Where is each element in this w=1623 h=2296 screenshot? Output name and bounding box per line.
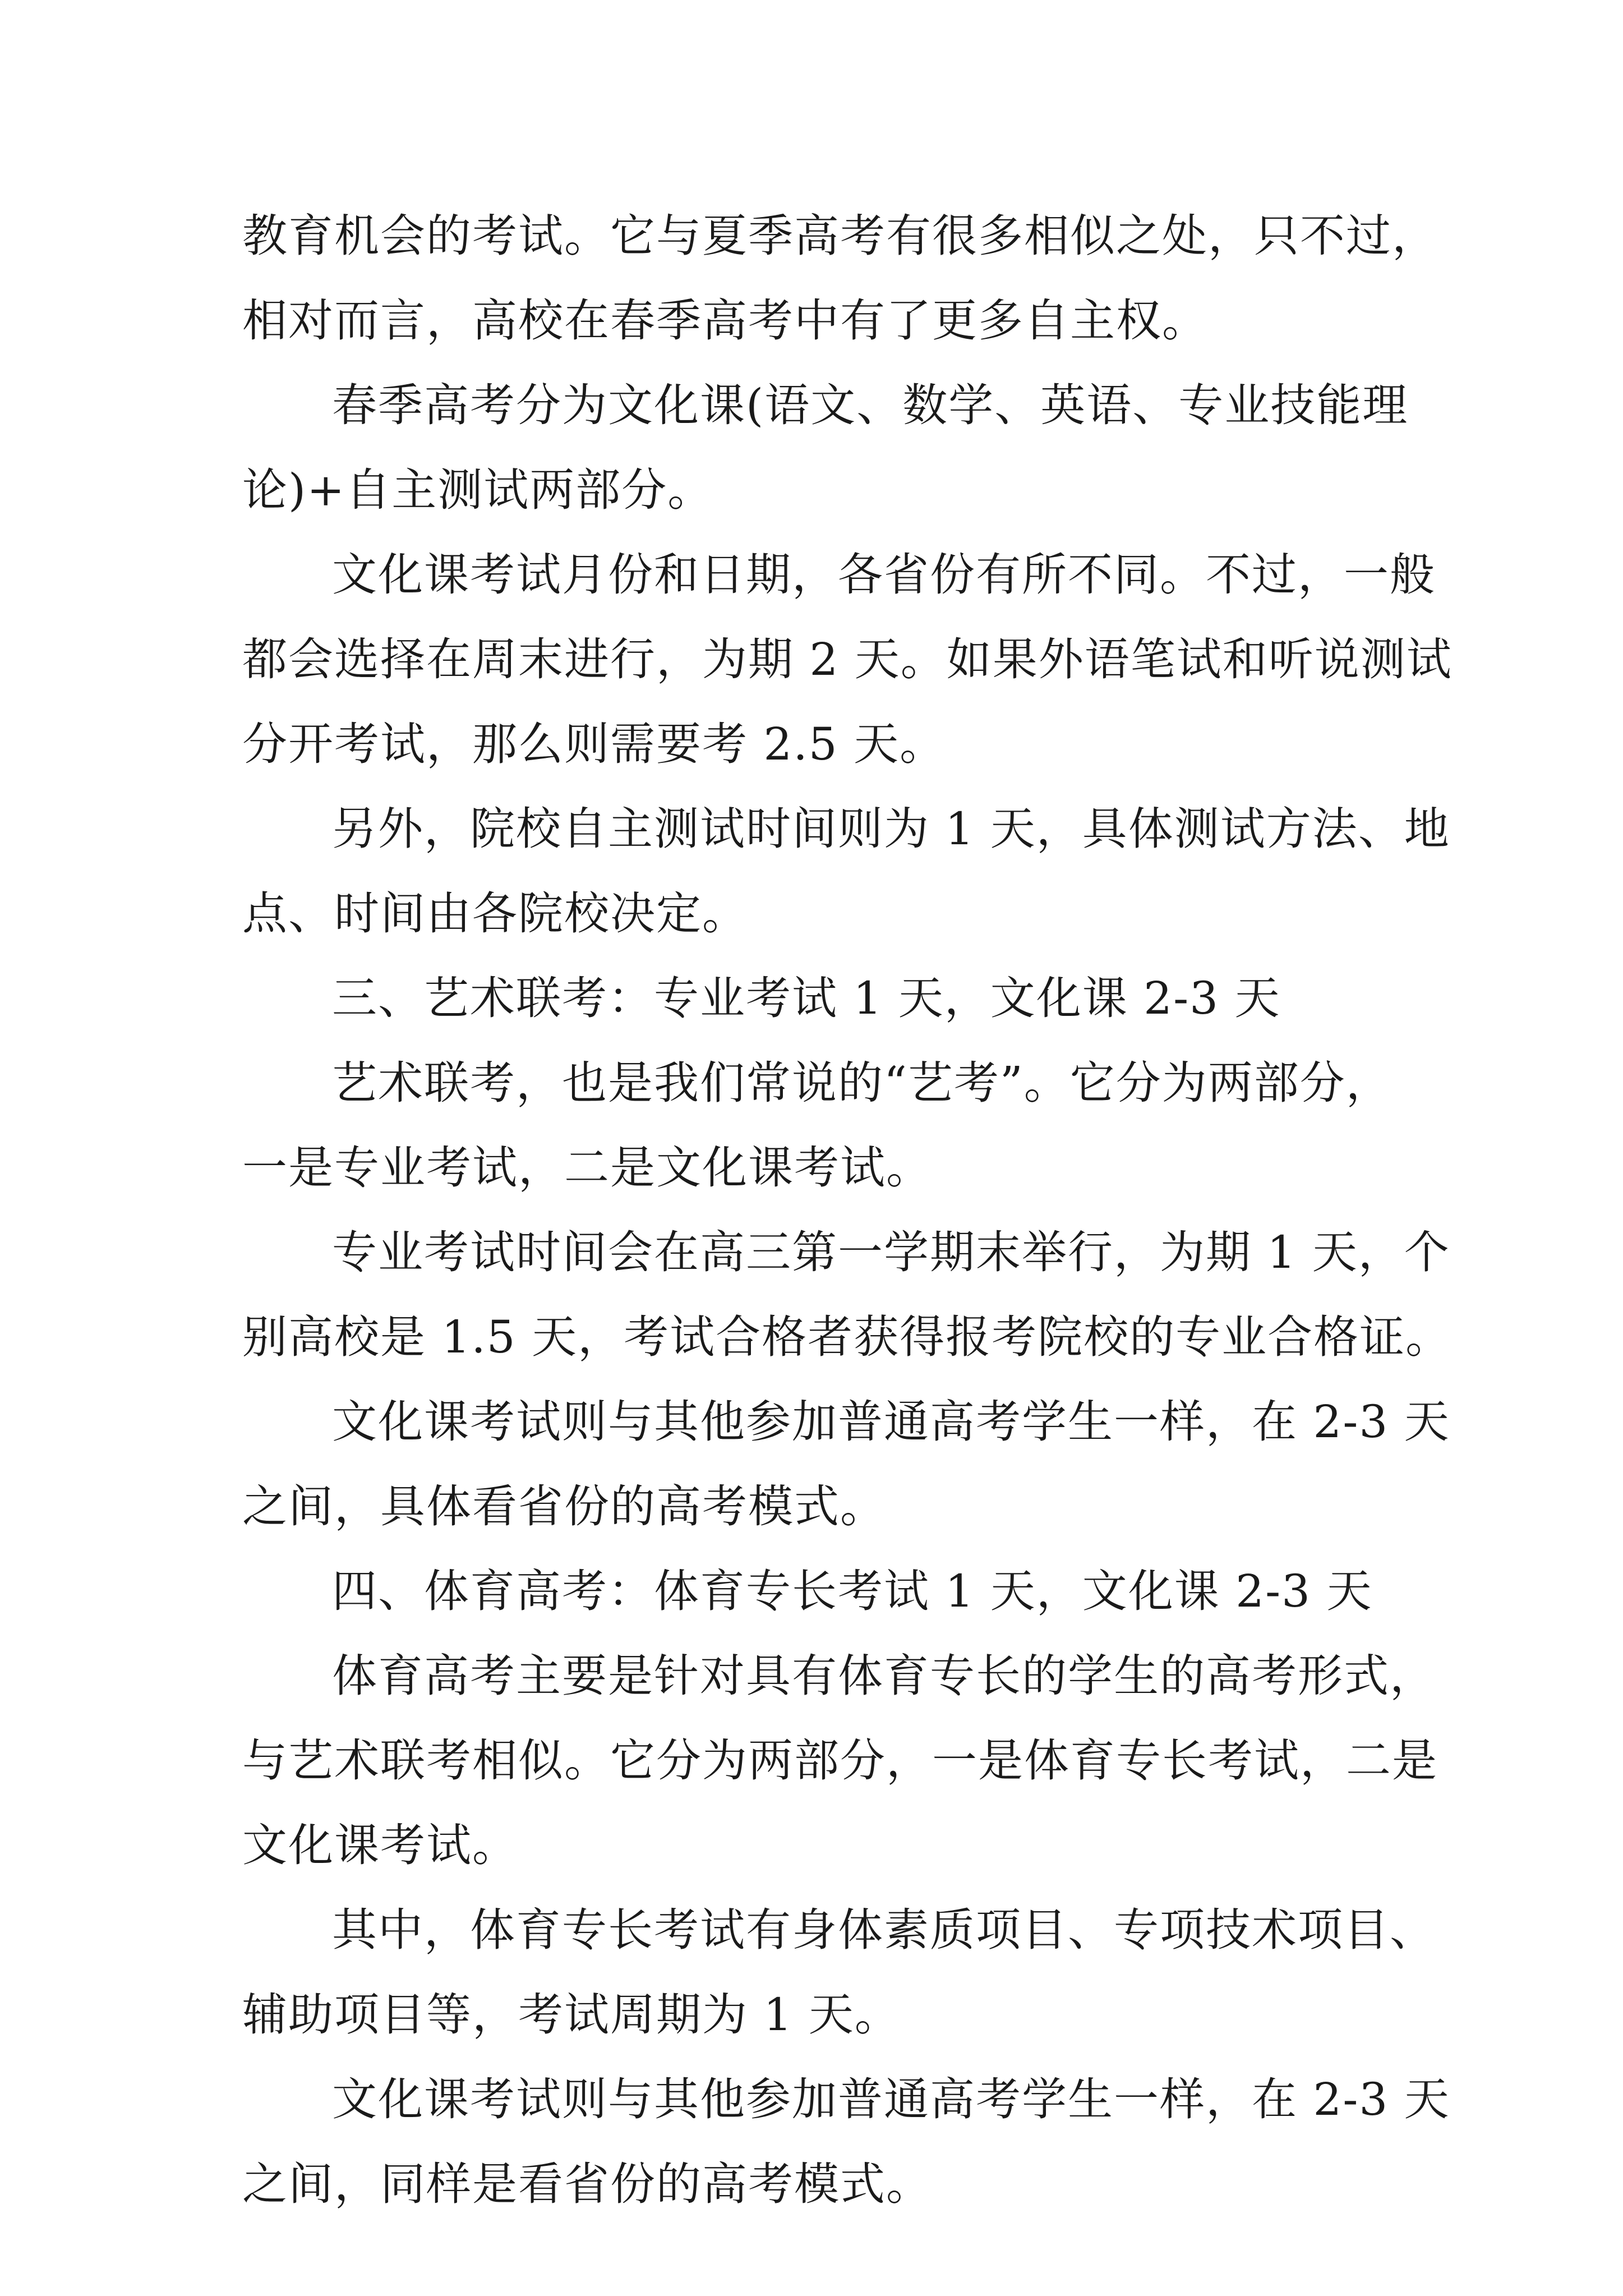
text-line: 文化课考试。 bbox=[242, 1819, 518, 1871]
text-line: 另外，院校自主测试时间则为 1 天，具体测试方法、地 bbox=[332, 803, 1450, 855]
text-line: 分开考试，那么则需要考 2.5 天。 bbox=[242, 718, 946, 770]
text-line: 辅助项目等，考试周期为 1 天。 bbox=[242, 1989, 901, 2041]
section-heading: 四、体育高考：体育专长考试 1 天，文化课 2-3 天 bbox=[332, 1565, 1373, 1617]
text-line: 之间，同样是看省份的高考模式。 bbox=[242, 2158, 932, 2210]
text-line: 体育高考主要是针对具有体育专长的学生的高考形式， bbox=[332, 1650, 1436, 1702]
text-line: 之间，具体看省份的高考模式。 bbox=[242, 1480, 886, 1533]
text-line: 文化课考试则与其他参加普通高考学生一样，在 2-3 天 bbox=[332, 1396, 1450, 1448]
text-line: 都会选择在周末进行，为期 2 天。如果外语笔试和听说测试 bbox=[242, 633, 1453, 685]
text-line: 文化课考试则与其他参加普通高考学生一样，在 2-3 天 bbox=[332, 2073, 1450, 2125]
text-line: 一是专业考试，二是文化课考试。 bbox=[242, 1142, 932, 1194]
text-line: 论)+自主测试两部分。 bbox=[242, 464, 714, 516]
text-line: 文化课考试月份和日期，各省份有所不同。不过，一般 bbox=[332, 549, 1436, 601]
text-line: 别高校是 1.5 天，考试合格者获得报考院校的专业合格证。 bbox=[242, 1311, 1452, 1363]
text-line: 春季高考分为文化课(语文、数学、英语、专业技能理 bbox=[332, 379, 1409, 431]
text-line: 艺术联考，也是我们常说的“艺考”。它分为两部分， bbox=[332, 1057, 1392, 1109]
text-line: 教育机会的考试。它与夏季高考有很多相似之处，只不过， bbox=[242, 210, 1438, 262]
text-line: 点、时间由各院校决定。 bbox=[242, 887, 748, 940]
text-line: 其中，体育专长考试有身体素质项目、专项技术项目、 bbox=[332, 1904, 1436, 1956]
body-text bbox=[242, 194, 1453, 2226]
text-line: 与艺术联考相似。它分为两部分，一是体育专长考试，二是 bbox=[242, 1734, 1438, 1787]
section-heading: 三、艺术联考：专业考试 1 天，文化课 2-3 天 bbox=[332, 972, 1281, 1024]
text-line: 相对而言，高校在春季高考中有了更多自主权。 bbox=[242, 295, 1208, 347]
text-line: 专业考试时间会在高三第一学期末举行，为期 1 天，个 bbox=[332, 1226, 1450, 1278]
